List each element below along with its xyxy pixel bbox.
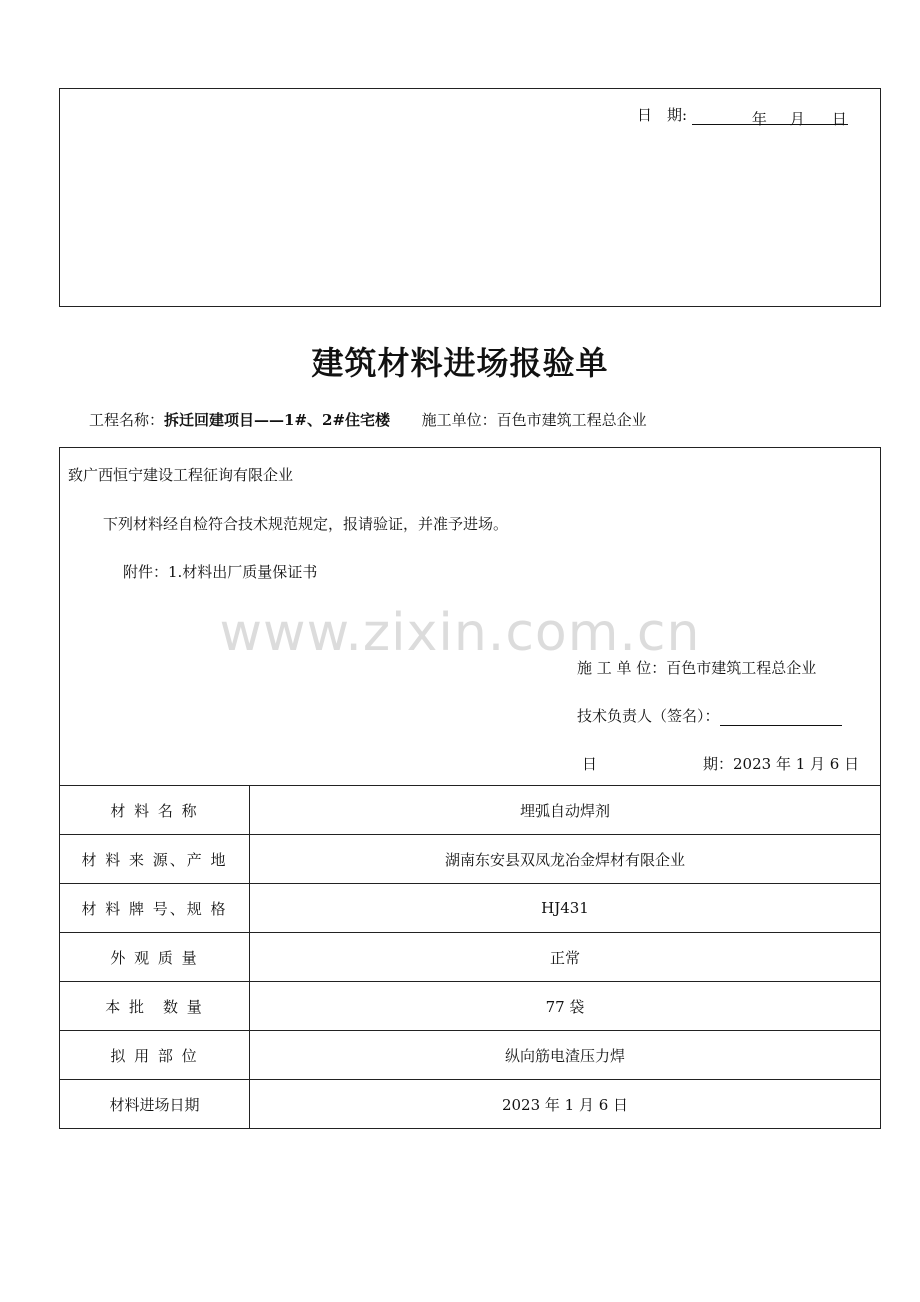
top-date-label: 日 期: (637, 106, 688, 124)
letter-addressee: 致广西恒宁建设工程征询有限企业 (68, 466, 294, 484)
sign-date-right: 期：2023 年 1 月 6 日 (703, 755, 860, 773)
table-row (60, 1080, 881, 1129)
table-row (60, 982, 881, 1031)
material-name-label: 材 料 名 称 (60, 786, 250, 835)
signature-field[interactable] (720, 709, 842, 726)
table-row (60, 835, 881, 884)
table-row (60, 884, 881, 933)
intended-use-label: 拟 用 部 位 (60, 1031, 250, 1080)
table-row (60, 1031, 881, 1080)
batch-quantity-label: 本 批 数 量 (60, 982, 250, 1031)
project-name-label: 工程名称： (89, 411, 165, 429)
material-source-value: 湖南东安县双凤龙冶金焊材有限企业 (250, 835, 881, 884)
material-name-value: 埋弧自动焊剂 (250, 786, 881, 835)
construction-unit-value: 百色市建筑工程总企业 (496, 411, 647, 429)
materials-table (59, 785, 881, 1129)
sign-date-left: 日 (582, 755, 598, 773)
sign-person-label: 技术负责人（签名）： (577, 707, 720, 725)
entry-date-value: 2023 年 1 月 6 日 (250, 1080, 881, 1129)
top-date-field (692, 108, 848, 128)
entry-date-label: 材料进场日期 (60, 1080, 250, 1129)
document-title: 建筑材料进场报验单 (311, 344, 609, 382)
letter-attachment: 附件：1.材料出厂质量保证书 (123, 563, 318, 581)
letter-body: 下列材料经自检符合技术规范规定，报请验证，并准予进场。 (103, 515, 509, 533)
watermark: www.zixin.com.cn (219, 603, 701, 663)
sign-person-line (577, 705, 842, 726)
project-info-line (89, 409, 647, 430)
top-date-day: 日 (831, 110, 847, 128)
batch-quantity-value: 77 袋 (250, 982, 881, 1031)
table-row (60, 786, 881, 835)
top-date-line (637, 104, 848, 128)
intended-use-value: 纵向筋电渣压力焊 (250, 1031, 881, 1080)
table-row (60, 933, 881, 982)
top-date-year: 年 (751, 110, 767, 128)
material-grade-value: HJ431 (250, 884, 881, 933)
appearance-quality-label: 外 观 质 量 (60, 933, 250, 982)
appearance-quality-value: 正常 (250, 933, 881, 982)
project-name-value: 拆迁回建项目——1#、2#住宅楼 (164, 411, 391, 429)
sign-unit: 施 工 单 位：百色市建筑工程总企业 (577, 659, 817, 677)
construction-unit-label: 施工单位： (421, 411, 497, 429)
top-date-month: 月 (789, 110, 805, 128)
material-source-label: 材 料 来 源、产 地 (60, 835, 250, 884)
material-grade-label: 材 料 牌 号、规 格 (60, 884, 250, 933)
